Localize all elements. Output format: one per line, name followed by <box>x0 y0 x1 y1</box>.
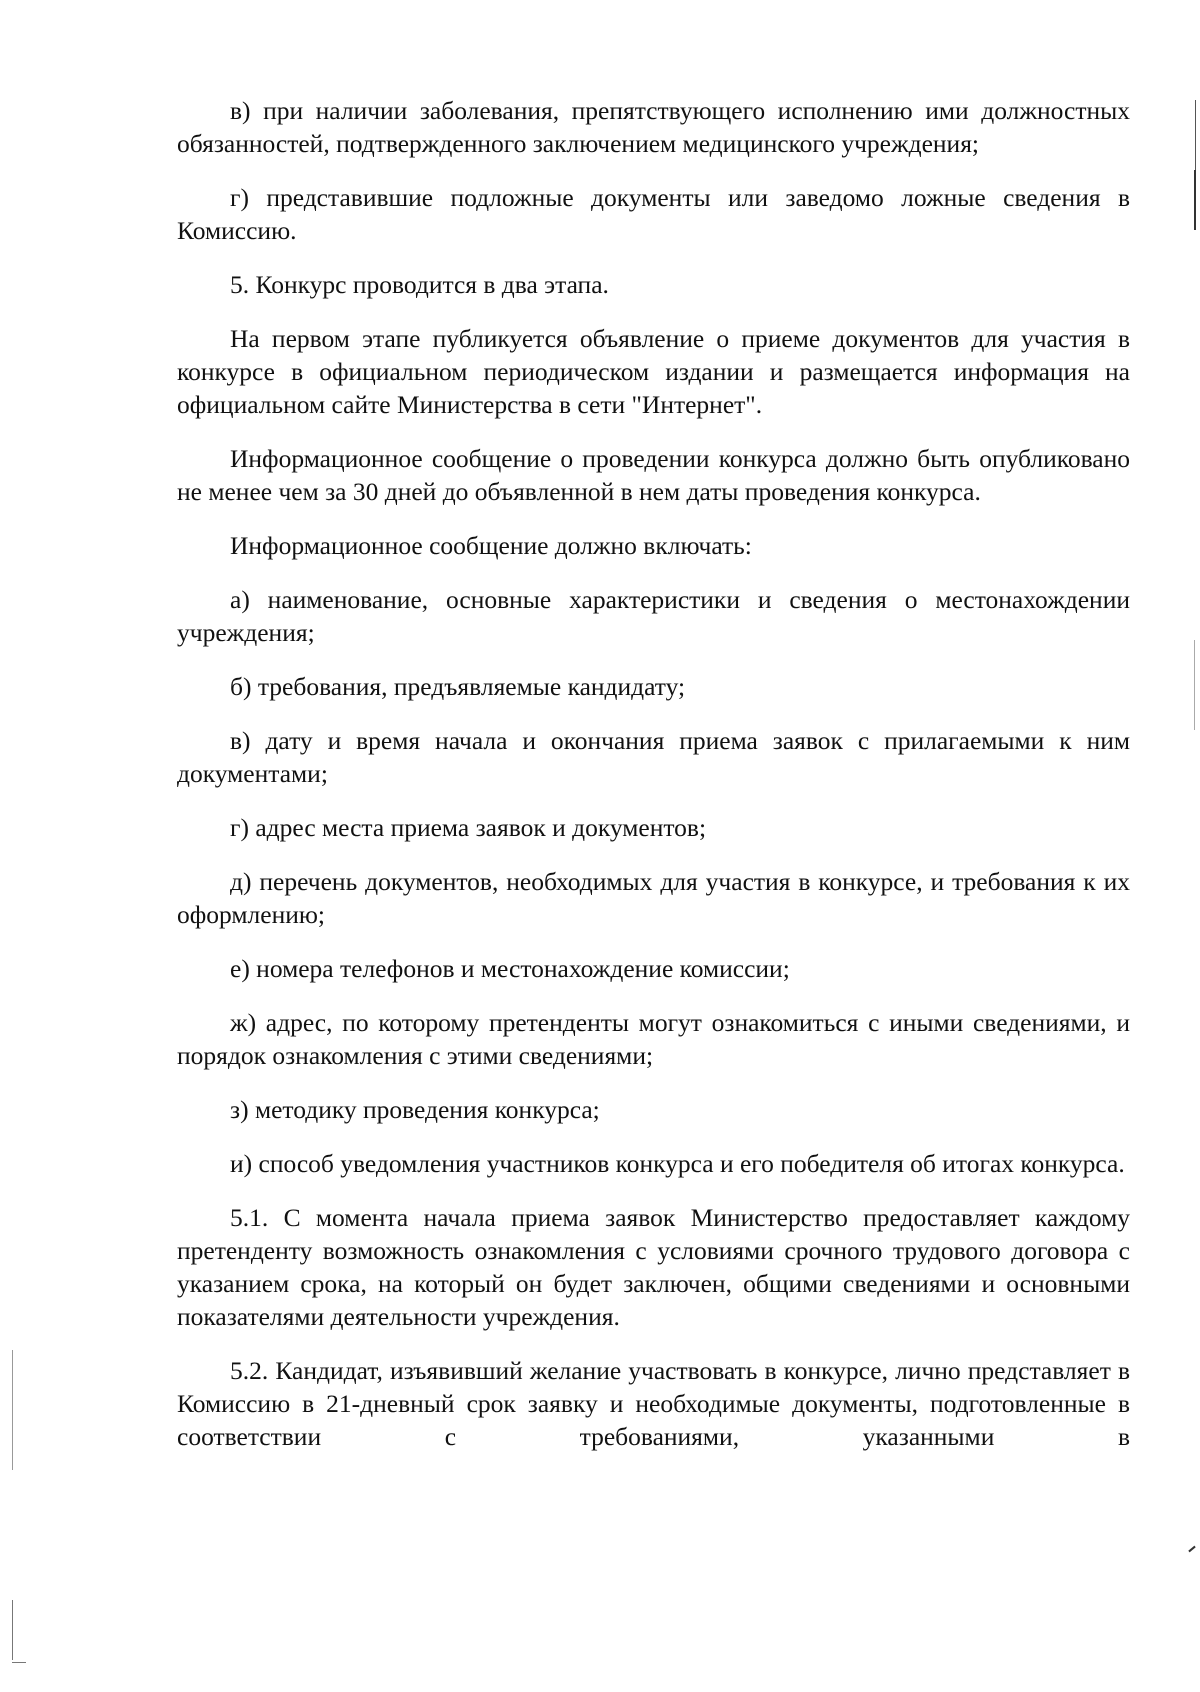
paragraph-5-1: 5.1. С момента начала приема заявок Министерство предоставляет каждому претенденту возможность ознакомления с условиями срочного трудового договора с указанием срока, на который он будет заключен, общими сведениями и основными показателями деятельности учреждения. <box>177 1203 1130 1331</box>
paragraph-v-illness: в) при наличии заболевания, препятствующего исполнению ими должностных обязанностей, подтвержденного заключением медицинского учреждения; <box>177 96 1130 158</box>
list-item-z: з) методику проведения конкурса; <box>230 1095 600 1124</box>
paragraph-info-message-deadline: Информационное сообщение о проведении конкурса должно быть опубликовано не менее чем за 30 дней до объявленной в нем даты проведения конкурса. <box>177 444 1130 506</box>
list-item-e: е) номера телефонов и местонахождение комиссии; <box>230 954 790 983</box>
list-item-i: и) способ уведомления участников конкурса и его победителя об итогах конкурса. <box>230 1149 1125 1178</box>
document-body <box>177 94 1130 1474</box>
paragraph-first-stage: На первом этапе публикуется объявление о приеме документов для участия в конкурсе в официальном периодическом издании и размещается информация на официальном сайте Министерства в сети "Интернет". <box>177 324 1130 419</box>
paragraph-5-2: 5.2. Кандидат, изъявивший желание участвовать в конкурсе, лично представляет в Комиссию в 21-дневный срок заявку и необходимые документы, подготовленные в соответствии с требованиями, указанными в <box>177 1356 1130 1451</box>
scan-edge-mark <box>1188 1546 1195 1553</box>
list-item-a: а) наименование, основные характеристики и сведения о местонахождении учреждения; <box>177 585 1130 647</box>
list-item-zh: ж) адрес, по которому претенденты могут ознакомиться с иными сведениями, и порядок ознакомления с этими сведениями; <box>177 1008 1130 1070</box>
scan-edge-mark <box>12 1662 26 1663</box>
list-item-b: б) требования, предъявляемые кандидату; <box>230 672 686 701</box>
scan-edge-mark <box>1194 170 1196 230</box>
list-item-v: в) дату и время начала и окончания приема заявок с прилагаемыми к ним документами; <box>177 726 1130 788</box>
paragraph-5-two-stages: 5. Конкурс проводится в два этапа. <box>230 270 609 299</box>
list-item-d: д) перечень документов, необходимых для участия в конкурсе, и требования к их оформлению; <box>177 867 1130 929</box>
scan-edge-mark <box>1194 640 1195 730</box>
scan-edge-mark <box>12 1350 13 1470</box>
paragraph-info-message-contents: Информационное сообщение должно включать: <box>230 531 752 560</box>
scan-edge-mark <box>12 1600 13 1660</box>
paragraph-g-false-documents: г) представившие подложные документы или заведомо ложные сведения в Комиссию. <box>177 183 1130 245</box>
list-item-g: г) адрес места приема заявок и документов; <box>230 813 707 842</box>
